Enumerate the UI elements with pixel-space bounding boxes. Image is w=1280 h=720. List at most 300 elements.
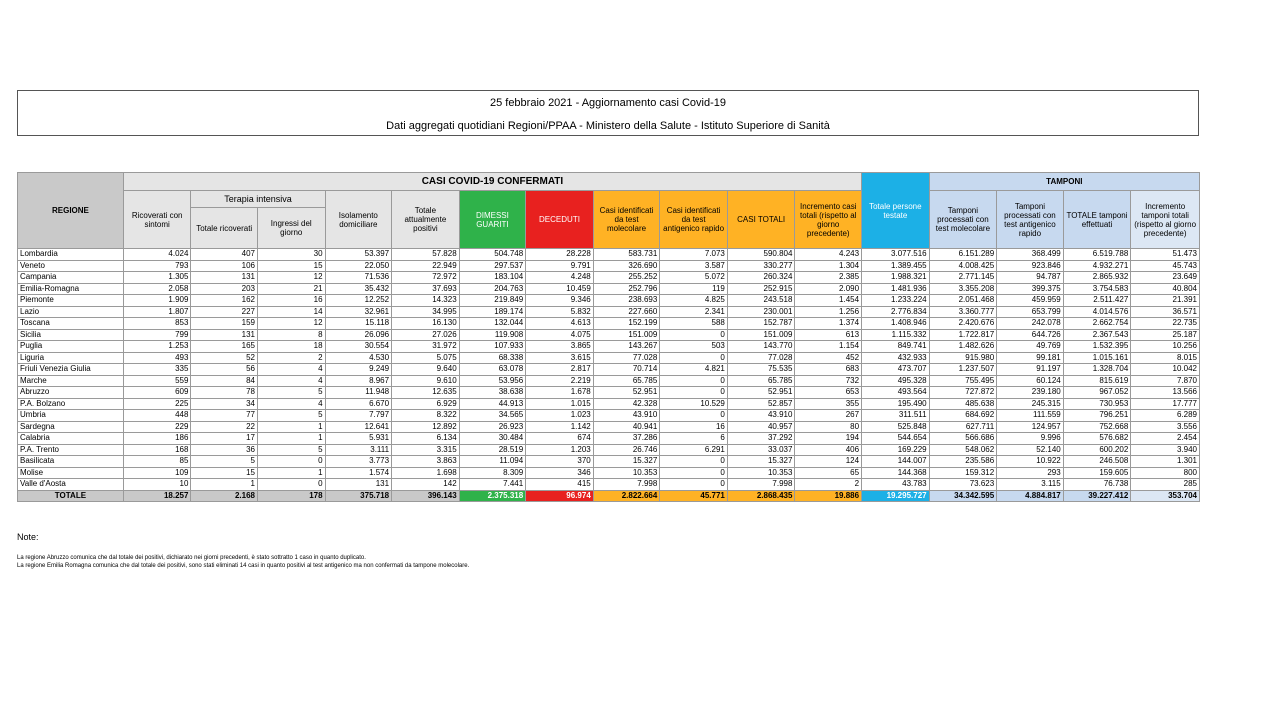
cell-dimessi: 219.849	[459, 295, 526, 307]
covid-data-table	[17, 172, 1200, 502]
cell-attualmente-positivi: 5.075	[392, 352, 460, 364]
cell-attualmente-positivi: 3.863	[392, 456, 460, 468]
cell-casi-molecolare: 37.286	[593, 433, 660, 445]
cell-casi-antigenico: 4.821	[660, 364, 728, 376]
cell-incremento-tamponi: 10.042	[1131, 364, 1200, 376]
cell-ricoverati: 493	[123, 352, 191, 364]
cell-regione: Sicilia	[18, 329, 124, 341]
cell-deceduti: 1.142	[526, 421, 594, 433]
cell-ricoverati: 799	[123, 329, 191, 341]
cell-totale-ricoverati: 5	[191, 456, 258, 468]
cell-ricoverati: 2.058	[123, 283, 191, 295]
cell-deceduti: 5.832	[526, 306, 594, 318]
cell-persone-testate: 544.654	[862, 433, 930, 445]
notes-section	[17, 532, 469, 570]
total-casi-molecolare: 2.822.664	[593, 490, 660, 502]
cell-ingressi: 2	[257, 352, 325, 364]
table-row	[18, 329, 1200, 341]
cell-ingressi: 16	[257, 295, 325, 307]
cell-ricoverati: 793	[123, 260, 191, 272]
cell-incremento-casi: 732	[795, 375, 862, 387]
cell-ingressi: 12	[257, 318, 325, 330]
cell-dimessi: 26.923	[459, 421, 526, 433]
cell-totale-ricoverati: 22	[191, 421, 258, 433]
cell-totale-ricoverati: 165	[191, 341, 258, 353]
total-casi-antigenico: 45.771	[660, 490, 728, 502]
cell-incremento-tamponi: 8.015	[1131, 352, 1200, 364]
cell-tamponi-antigenico: 60.124	[997, 375, 1064, 387]
table-row	[18, 318, 1200, 330]
header-isolamento: Isolamento domiciliare	[325, 191, 392, 249]
cell-tamponi-molecolare: 235.586	[929, 456, 997, 468]
total-casi-totali: 2.868.435	[727, 490, 795, 502]
cell-attualmente-positivi: 12.892	[392, 421, 460, 433]
table-row	[18, 272, 1200, 284]
cell-regione: Liguria	[18, 352, 124, 364]
cell-persone-testate: 1.481.936	[862, 283, 930, 295]
cell-incremento-casi: 194	[795, 433, 862, 445]
table-row	[18, 444, 1200, 456]
cell-regione: Molise	[18, 467, 124, 479]
cell-ricoverati: 1.253	[123, 341, 191, 353]
cell-ricoverati: 186	[123, 433, 191, 445]
cell-isolamento: 3.111	[325, 444, 392, 456]
cell-casi-antigenico: 0	[660, 329, 728, 341]
cell-totale-ricoverati: 36	[191, 444, 258, 456]
cell-incremento-tamponi: 51.473	[1131, 249, 1200, 261]
cell-isolamento: 9.249	[325, 364, 392, 376]
cell-isolamento: 11.948	[325, 387, 392, 399]
cell-incremento-tamponi: 22.735	[1131, 318, 1200, 330]
cell-casi-totali: 260.324	[727, 272, 795, 284]
table-row	[18, 249, 1200, 261]
cell-ricoverati: 229	[123, 421, 191, 433]
cell-ingressi: 5	[257, 387, 325, 399]
cell-persone-testate: 1.408.946	[862, 318, 930, 330]
cell-persone-testate: 311.511	[862, 410, 930, 422]
cell-totale-ricoverati: 52	[191, 352, 258, 364]
cell-tamponi-molecolare: 727.872	[929, 387, 997, 399]
cell-totale-ricoverati: 131	[191, 272, 258, 284]
cell-persone-testate: 169.229	[862, 444, 930, 456]
note-abruzzo: La regione Abruzzo comunica che dal totale dei positivi, dichiarato nei giorni precedenti, è stato sottratto 1 caso in quanto duplicato.	[17, 555, 366, 561]
cell-incremento-casi: 65	[795, 467, 862, 479]
cell-isolamento: 53.397	[325, 249, 392, 261]
cell-casi-totali: 7.998	[727, 479, 795, 491]
cell-incremento-tamponi: 285	[1131, 479, 1200, 491]
cell-attualmente-positivi: 14.323	[392, 295, 460, 307]
cell-incremento-tamponi: 2.454	[1131, 433, 1200, 445]
cell-regione: Basilicata	[18, 456, 124, 468]
cell-tamponi-molecolare: 755.495	[929, 375, 997, 387]
cell-incremento-tamponi: 800	[1131, 467, 1200, 479]
cell-incremento-tamponi: 45.743	[1131, 260, 1200, 272]
cell-incremento-tamponi: 3.556	[1131, 421, 1200, 433]
total-regione: TOTALE	[18, 490, 124, 502]
cell-tamponi-antigenico: 3.115	[997, 479, 1064, 491]
cell-attualmente-positivi: 12.635	[392, 387, 460, 399]
cell-casi-totali: 143.770	[727, 341, 795, 353]
cell-dimessi: 107.933	[459, 341, 526, 353]
cell-regione: P.A. Trento	[18, 444, 124, 456]
cell-incremento-tamponi: 13.566	[1131, 387, 1200, 399]
cell-tamponi-molecolare: 6.151.289	[929, 249, 997, 261]
header-tamponi-molecolare: Tamponi processati con test molecolare	[929, 191, 997, 249]
cell-tamponi-totale: 1.532.395	[1063, 341, 1131, 353]
cell-tamponi-antigenico: 49.769	[997, 341, 1064, 353]
cell-regione: Calabria	[18, 433, 124, 445]
cell-isolamento: 131	[325, 479, 392, 491]
cell-casi-molecolare: 10.353	[593, 467, 660, 479]
cell-ingressi: 1	[257, 421, 325, 433]
cell-totale-ricoverati: 56	[191, 364, 258, 376]
table-row	[18, 375, 1200, 387]
table-row	[18, 341, 1200, 353]
cell-ingressi: 4	[257, 398, 325, 410]
cell-ingressi: 0	[257, 456, 325, 468]
cell-incremento-tamponi: 3.940	[1131, 444, 1200, 456]
cell-tamponi-molecolare: 2.771.145	[929, 272, 997, 284]
cell-tamponi-antigenico: 293	[997, 467, 1064, 479]
cell-tamponi-antigenico: 99.181	[997, 352, 1064, 364]
cell-tamponi-totale: 1.328.704	[1063, 364, 1131, 376]
cell-tamponi-molecolare: 1.482.626	[929, 341, 997, 353]
cell-isolamento: 30.554	[325, 341, 392, 353]
cell-incremento-casi: 80	[795, 421, 862, 433]
cell-persone-testate: 473.707	[862, 364, 930, 376]
total-tamponi-totale: 39.227.412	[1063, 490, 1131, 502]
cell-casi-molecolare: 252.796	[593, 283, 660, 295]
cell-ricoverati: 335	[123, 364, 191, 376]
cell-casi-totali: 43.910	[727, 410, 795, 422]
cell-casi-antigenico: 503	[660, 341, 728, 353]
cell-casi-totali: 65.785	[727, 375, 795, 387]
cell-casi-antigenico: 0	[660, 375, 728, 387]
cell-ricoverati: 10	[123, 479, 191, 491]
cell-incremento-casi: 613	[795, 329, 862, 341]
cell-ingressi: 8	[257, 329, 325, 341]
table-row	[18, 306, 1200, 318]
table-row	[18, 364, 1200, 376]
cell-tamponi-antigenico: 399.375	[997, 283, 1064, 295]
cell-isolamento: 7.797	[325, 410, 392, 422]
total-incremento-casi: 19.886	[795, 490, 862, 502]
cell-attualmente-positivi: 1.698	[392, 467, 460, 479]
cell-ricoverati: 1.909	[123, 295, 191, 307]
cell-casi-antigenico: 0	[660, 352, 728, 364]
report-title-box	[17, 90, 1199, 136]
cell-ricoverati: 559	[123, 375, 191, 387]
cell-tamponi-molecolare: 684.692	[929, 410, 997, 422]
header-tamponi-totale: TOTALE tamponi effettuati	[1063, 191, 1131, 249]
cell-casi-antigenico: 3.587	[660, 260, 728, 272]
cell-incremento-casi: 683	[795, 364, 862, 376]
cell-tamponi-totale: 815.619	[1063, 375, 1131, 387]
header-casi-molecolare: Casi identificati da test molecolare	[593, 191, 660, 249]
cell-ricoverati: 85	[123, 456, 191, 468]
cell-persone-testate: 495.328	[862, 375, 930, 387]
report-title: 25 febbraio 2021 - Aggiornamento casi Covid-19	[489, 97, 727, 109]
cell-dimessi: 204.763	[459, 283, 526, 295]
cell-tamponi-totale: 576.682	[1063, 433, 1131, 445]
cell-casi-molecolare: 42.328	[593, 398, 660, 410]
cell-deceduti: 3.865	[526, 341, 594, 353]
cell-tamponi-totale: 3.754.583	[1063, 283, 1131, 295]
cell-isolamento: 71.536	[325, 272, 392, 284]
table-row	[18, 295, 1200, 307]
cell-casi-molecolare: 43.910	[593, 410, 660, 422]
cell-tamponi-totale: 796.251	[1063, 410, 1131, 422]
cell-persone-testate: 1.115.332	[862, 329, 930, 341]
cell-tamponi-antigenico: 242.078	[997, 318, 1064, 330]
cell-casi-totali: 77.028	[727, 352, 795, 364]
cell-persone-testate: 2.776.834	[862, 306, 930, 318]
header-tamponi-group: TAMPONI	[929, 173, 1199, 191]
cell-casi-molecolare: 227.660	[593, 306, 660, 318]
cell-dimessi: 68.338	[459, 352, 526, 364]
cell-tamponi-totale: 600.202	[1063, 444, 1131, 456]
header-deceduti: DECEDUTI	[526, 191, 594, 249]
cell-casi-totali: 52.951	[727, 387, 795, 399]
cell-dimessi: 11.094	[459, 456, 526, 468]
cell-tamponi-totale: 76.738	[1063, 479, 1131, 491]
cell-dimessi: 7.441	[459, 479, 526, 491]
cell-incremento-tamponi: 21.391	[1131, 295, 1200, 307]
cell-dimessi: 34.565	[459, 410, 526, 422]
cell-incremento-tamponi: 17.777	[1131, 398, 1200, 410]
cell-incremento-tamponi: 7.870	[1131, 375, 1200, 387]
cell-isolamento: 8.967	[325, 375, 392, 387]
cell-casi-molecolare: 15.327	[593, 456, 660, 468]
cell-ricoverati: 609	[123, 387, 191, 399]
cell-incremento-casi: 1.256	[795, 306, 862, 318]
cell-tamponi-totale: 967.052	[1063, 387, 1131, 399]
cell-ingressi: 18	[257, 341, 325, 353]
table-row	[18, 283, 1200, 295]
cell-dimessi: 189.174	[459, 306, 526, 318]
cell-tamponi-antigenico: 644.726	[997, 329, 1064, 341]
total-ricoverati: 18.257	[123, 490, 191, 502]
cell-attualmente-positivi: 3.315	[392, 444, 460, 456]
cell-ingressi: 1	[257, 467, 325, 479]
cell-isolamento: 22.050	[325, 260, 392, 272]
cell-dimessi: 504.748	[459, 249, 526, 261]
cell-persone-testate: 493.564	[862, 387, 930, 399]
cell-incremento-tamponi: 10.256	[1131, 341, 1200, 353]
cell-totale-ricoverati: 78	[191, 387, 258, 399]
notes-heading: Note:	[17, 532, 39, 542]
cell-tamponi-totale: 6.519.788	[1063, 249, 1131, 261]
total-totale-ricoverati: 2.168	[191, 490, 258, 502]
cell-deceduti: 10.459	[526, 283, 594, 295]
cell-ingressi: 30	[257, 249, 325, 261]
cell-incremento-casi: 2.385	[795, 272, 862, 284]
cell-tamponi-molecolare: 485.638	[929, 398, 997, 410]
table-row	[18, 387, 1200, 399]
cell-regione: Toscana	[18, 318, 124, 330]
header-totale-ricoverati: Totale ricoverati	[191, 208, 258, 249]
cell-persone-testate: 525.848	[862, 421, 930, 433]
cell-incremento-tamponi: 36.571	[1131, 306, 1200, 318]
cell-attualmente-positivi: 142	[392, 479, 460, 491]
table-row	[18, 479, 1200, 491]
cell-tamponi-antigenico: 124.957	[997, 421, 1064, 433]
cell-persone-testate: 43.783	[862, 479, 930, 491]
cell-attualmente-positivi: 37.693	[392, 283, 460, 295]
cell-deceduti: 2.817	[526, 364, 594, 376]
table-row	[18, 410, 1200, 422]
total-dimessi: 2.375.318	[459, 490, 526, 502]
cell-casi-molecolare: 583.731	[593, 249, 660, 261]
cell-casi-molecolare: 40.941	[593, 421, 660, 433]
cell-totale-ricoverati: 227	[191, 306, 258, 318]
total-isolamento: 375.718	[325, 490, 392, 502]
cell-tamponi-antigenico: 94.787	[997, 272, 1064, 284]
cell-tamponi-antigenico: 9.996	[997, 433, 1064, 445]
cell-casi-totali: 330.277	[727, 260, 795, 272]
cell-ricoverati: 1.807	[123, 306, 191, 318]
cell-regione: Puglia	[18, 341, 124, 353]
cell-casi-molecolare: 65.785	[593, 375, 660, 387]
cell-totale-ricoverati: 131	[191, 329, 258, 341]
cell-casi-totali: 10.353	[727, 467, 795, 479]
cell-casi-molecolare: 7.998	[593, 479, 660, 491]
cell-dimessi: 297.537	[459, 260, 526, 272]
cell-casi-molecolare: 26.746	[593, 444, 660, 456]
table-row	[18, 433, 1200, 445]
cell-incremento-casi: 2.090	[795, 283, 862, 295]
cell-casi-totali: 37.292	[727, 433, 795, 445]
cell-incremento-casi: 1.154	[795, 341, 862, 353]
cell-regione: Lombardia	[18, 249, 124, 261]
cell-isolamento: 12.641	[325, 421, 392, 433]
cell-ingressi: 5	[257, 410, 325, 422]
cell-deceduti: 4.613	[526, 318, 594, 330]
cell-persone-testate: 849.741	[862, 341, 930, 353]
cell-casi-molecolare: 152.199	[593, 318, 660, 330]
header-terapia-group: Terapia intensiva	[191, 191, 325, 208]
cell-casi-antigenico: 16	[660, 421, 728, 433]
cell-isolamento: 32.961	[325, 306, 392, 318]
header-casi-antigenico: Casi identificati da test antigenico rapido	[660, 191, 728, 249]
cell-casi-antigenico: 0	[660, 410, 728, 422]
total-persone-testate: 19.295.727	[862, 490, 930, 502]
cell-ricoverati: 1.305	[123, 272, 191, 284]
cell-attualmente-positivi: 6.134	[392, 433, 460, 445]
total-deceduti: 96.974	[526, 490, 594, 502]
cell-persone-testate: 1.233.224	[862, 295, 930, 307]
cell-dimessi: 53.956	[459, 375, 526, 387]
cell-totale-ricoverati: 159	[191, 318, 258, 330]
cell-totale-ricoverati: 1	[191, 479, 258, 491]
cell-incremento-tamponi: 40.804	[1131, 283, 1200, 295]
cell-tamponi-antigenico: 91.197	[997, 364, 1064, 376]
cell-casi-antigenico: 6.291	[660, 444, 728, 456]
cell-isolamento: 26.096	[325, 329, 392, 341]
cell-incremento-casi: 1.304	[795, 260, 862, 272]
cell-ingressi: 1	[257, 433, 325, 445]
cell-attualmente-positivi: 9.610	[392, 375, 460, 387]
cell-casi-totali: 230.001	[727, 306, 795, 318]
cell-casi-antigenico: 588	[660, 318, 728, 330]
cell-tamponi-antigenico: 52.140	[997, 444, 1064, 456]
cell-incremento-casi: 452	[795, 352, 862, 364]
cell-incremento-casi: 653	[795, 387, 862, 399]
cell-tamponi-molecolare: 566.686	[929, 433, 997, 445]
cell-casi-antigenico: 119	[660, 283, 728, 295]
cell-deceduti: 415	[526, 479, 594, 491]
cell-ricoverati: 853	[123, 318, 191, 330]
cell-casi-totali: 590.804	[727, 249, 795, 261]
cell-tamponi-molecolare: 915.980	[929, 352, 997, 364]
cell-attualmente-positivi: 31.972	[392, 341, 460, 353]
cell-dimessi: 63.078	[459, 364, 526, 376]
cell-isolamento: 3.773	[325, 456, 392, 468]
cell-tamponi-molecolare: 159.312	[929, 467, 997, 479]
cell-attualmente-positivi: 57.828	[392, 249, 460, 261]
cell-deceduti: 28.228	[526, 249, 594, 261]
cell-casi-totali: 75.535	[727, 364, 795, 376]
cell-incremento-casi: 1.374	[795, 318, 862, 330]
cell-persone-testate: 3.077.516	[862, 249, 930, 261]
cell-tamponi-molecolare: 2.051.468	[929, 295, 997, 307]
cell-casi-molecolare: 238.693	[593, 295, 660, 307]
cell-isolamento: 5.931	[325, 433, 392, 445]
cell-deceduti: 9.346	[526, 295, 594, 307]
cell-tamponi-totale: 752.668	[1063, 421, 1131, 433]
cell-tamponi-molecolare: 548.062	[929, 444, 997, 456]
cell-casi-molecolare: 143.267	[593, 341, 660, 353]
cell-isolamento: 1.574	[325, 467, 392, 479]
cell-dimessi: 8.309	[459, 467, 526, 479]
cell-casi-antigenico: 0	[660, 467, 728, 479]
cell-regione: Valle d'Aosta	[18, 479, 124, 491]
cell-casi-totali: 152.787	[727, 318, 795, 330]
cell-dimessi: 38.638	[459, 387, 526, 399]
cell-tamponi-antigenico: 111.559	[997, 410, 1064, 422]
cell-isolamento: 4.530	[325, 352, 392, 364]
cell-persone-testate: 1.988.321	[862, 272, 930, 284]
cell-casi-totali: 15.327	[727, 456, 795, 468]
cell-dimessi: 132.044	[459, 318, 526, 330]
cell-totale-ricoverati: 106	[191, 260, 258, 272]
cell-attualmente-positivi: 16.130	[392, 318, 460, 330]
cell-ingressi: 14	[257, 306, 325, 318]
cell-dimessi: 30.484	[459, 433, 526, 445]
cell-tamponi-totale: 2.511.427	[1063, 295, 1131, 307]
cell-ricoverati: 225	[123, 398, 191, 410]
cell-ingressi: 15	[257, 260, 325, 272]
cell-casi-molecolare: 255.252	[593, 272, 660, 284]
table-body	[18, 249, 1200, 502]
cell-regione: Lazio	[18, 306, 124, 318]
cell-casi-antigenico: 4.825	[660, 295, 728, 307]
header-ricoverati: Ricoverati con sintomi	[123, 191, 191, 249]
cell-regione: Abruzzo	[18, 387, 124, 399]
total-tamponi-molecolare: 34.342.595	[929, 490, 997, 502]
header-dimessi: DIMESSI GUARITI	[459, 191, 526, 249]
cell-deceduti: 1.023	[526, 410, 594, 422]
cell-tamponi-molecolare: 4.008.425	[929, 260, 997, 272]
table-row	[18, 467, 1200, 479]
cell-deceduti: 9.791	[526, 260, 594, 272]
cell-tamponi-antigenico: 923.846	[997, 260, 1064, 272]
totals-row	[18, 490, 1200, 502]
cell-tamponi-totale: 730.953	[1063, 398, 1131, 410]
cell-casi-totali: 151.009	[727, 329, 795, 341]
header-ingressi: Ingressi del giorno	[257, 208, 325, 249]
cell-regione: Sardegna	[18, 421, 124, 433]
